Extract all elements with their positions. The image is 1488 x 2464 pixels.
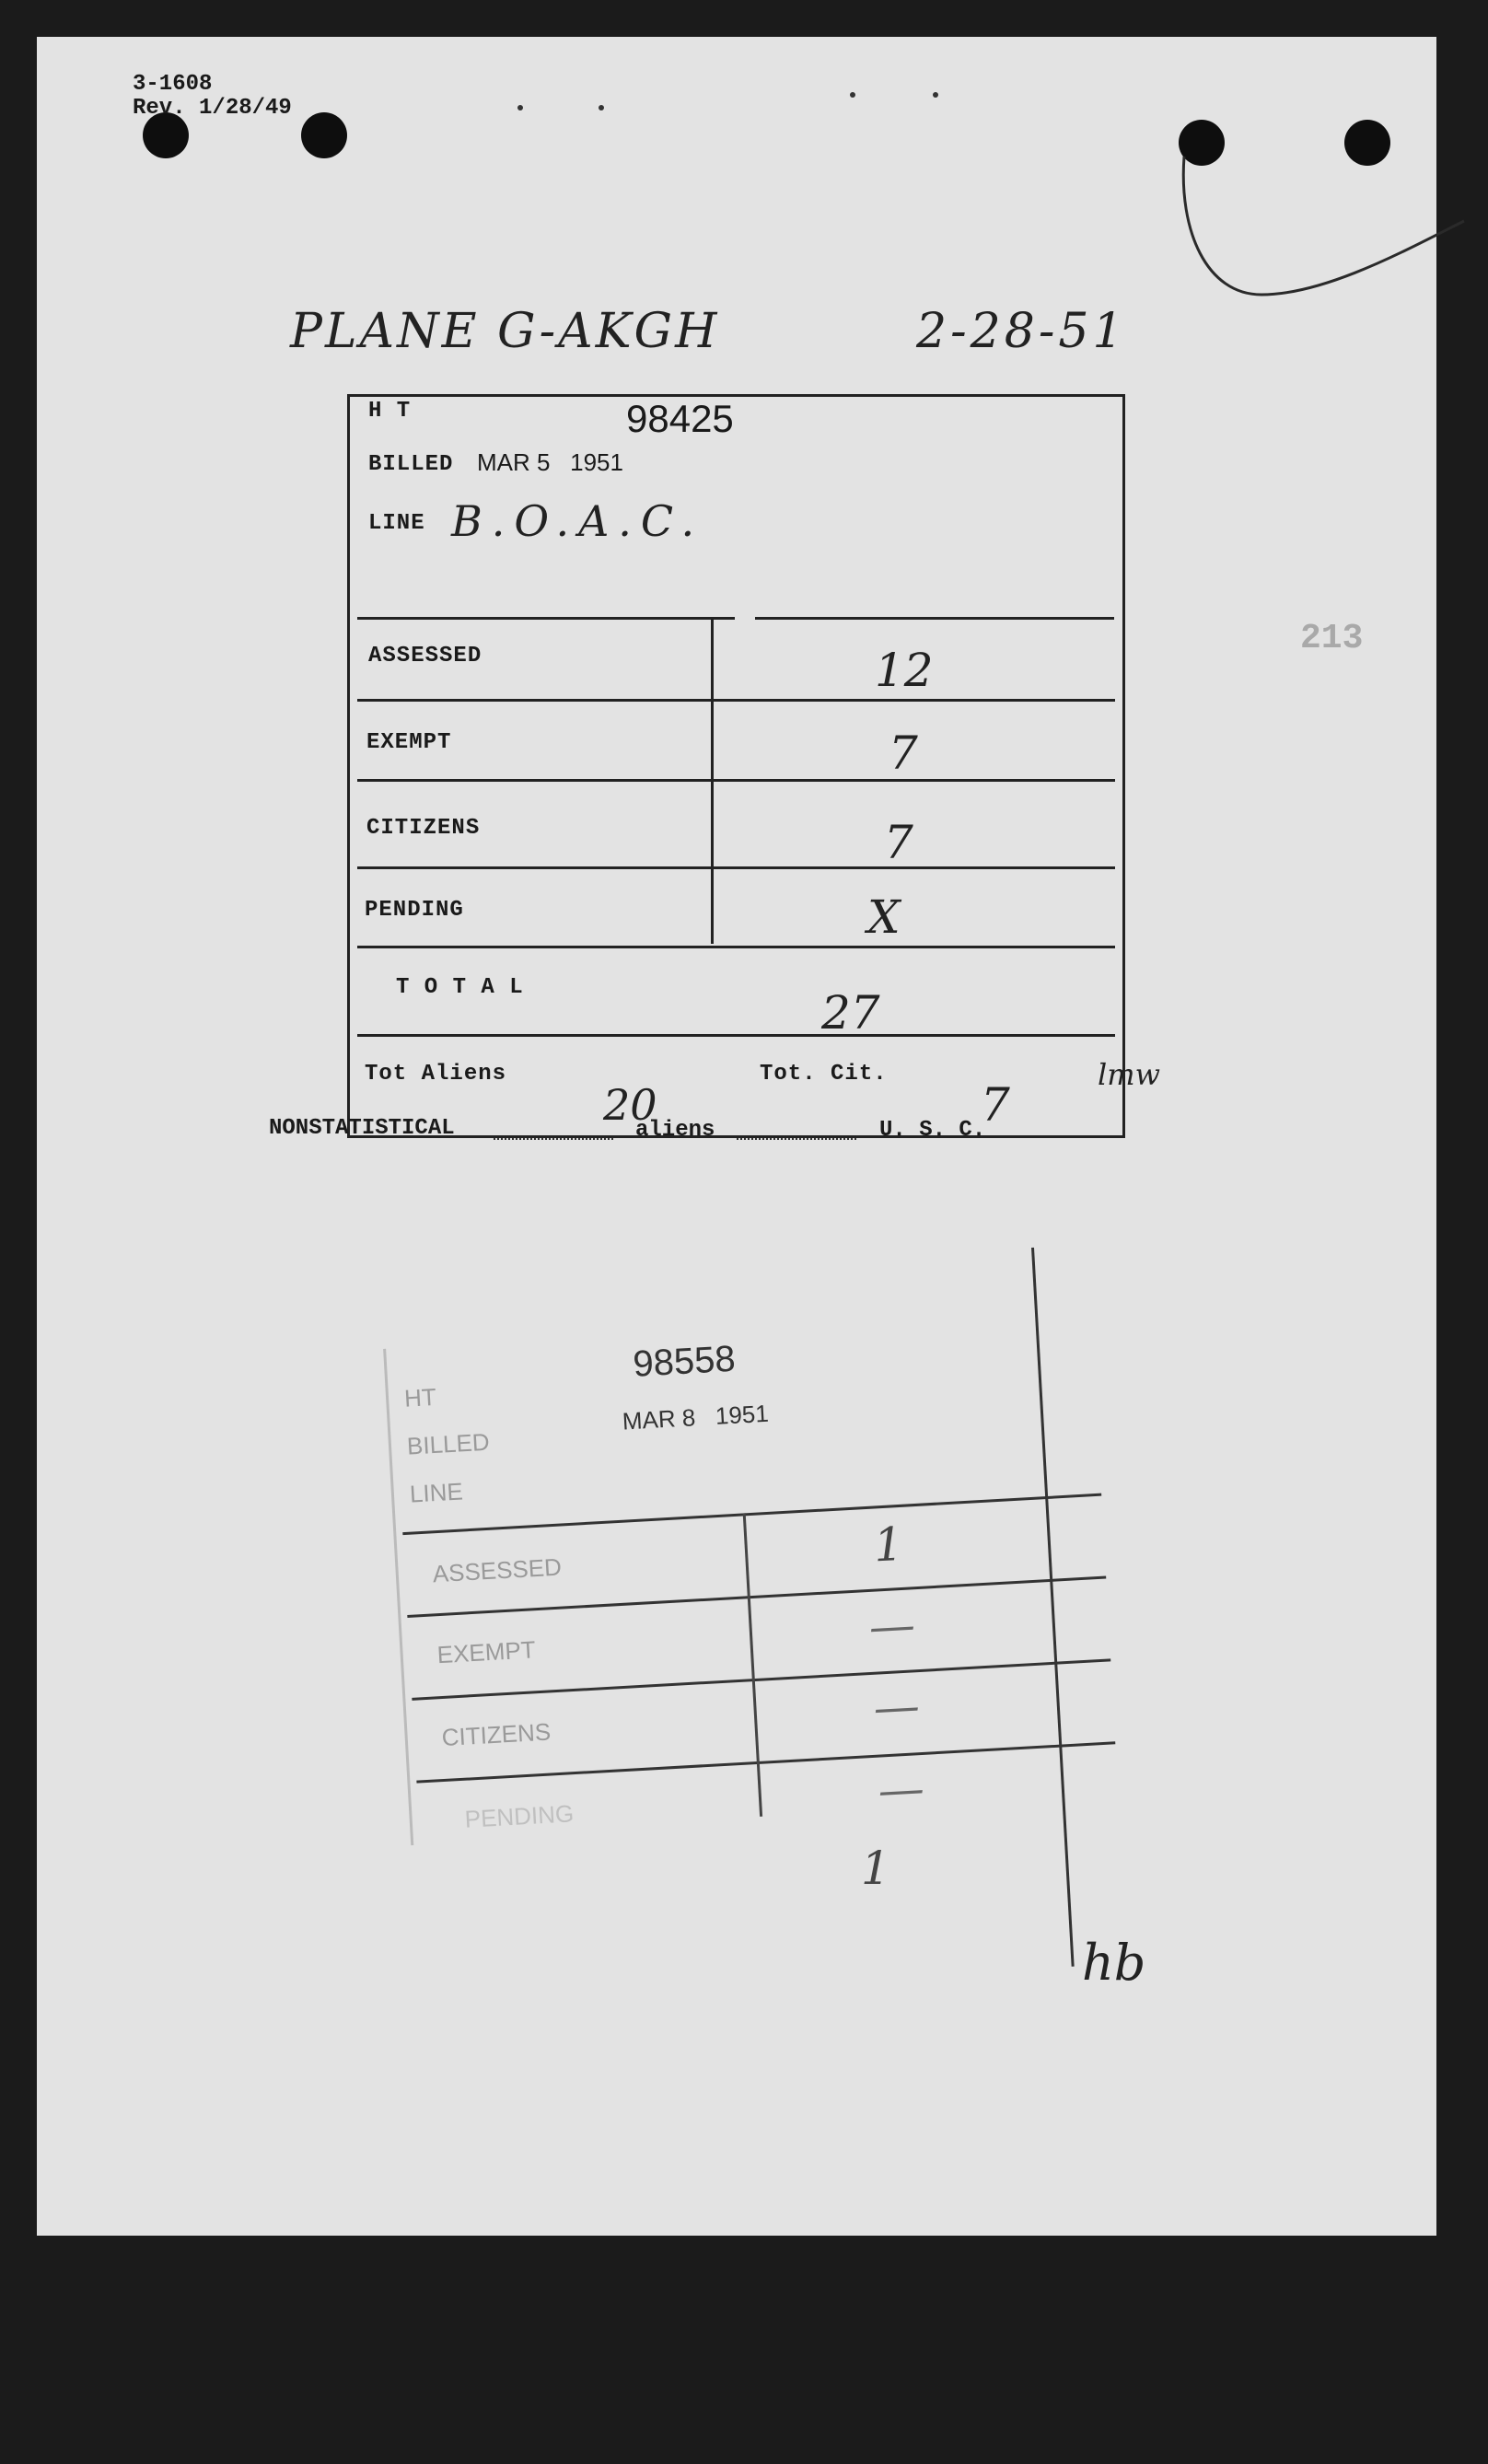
rule <box>357 617 735 620</box>
card2-rule <box>383 1349 413 1845</box>
form-revision: Rev. 1/28/49 <box>133 96 292 121</box>
tot-aliens-label: Tot Aliens <box>365 1062 507 1087</box>
total-label: T O T A L <box>396 975 524 1000</box>
row-value-assessed: 12 <box>875 644 934 697</box>
total-value: 27 <box>821 986 880 1040</box>
row-label-citizens: CITIZENS <box>366 816 481 841</box>
dot-mark <box>933 92 938 98</box>
card2-billed-label: BILLED <box>406 1427 491 1460</box>
card2-ht-label: HT <box>403 1382 437 1412</box>
card2-row-value-exempt: — <box>867 1598 917 1654</box>
card2-row-label-assessed: ASSESSED <box>432 1552 563 1588</box>
pen-stroke <box>1142 120 1473 359</box>
rule <box>755 617 1114 620</box>
rule <box>357 699 1115 702</box>
tot-aliens-value: 20 <box>603 1080 657 1130</box>
card2-row-value-citizens: — <box>872 1679 922 1735</box>
row-value-citizens: 7 <box>884 816 913 869</box>
tot-cit-value: 7 <box>981 1078 1010 1132</box>
dot-mark <box>850 92 855 98</box>
side-number: 213 <box>1300 619 1364 658</box>
row-value-exempt: 7 <box>889 726 918 780</box>
row-label-exempt: EXEMPT <box>366 730 452 755</box>
card2-row-label-exempt: EXEMPT <box>436 1635 537 1669</box>
aliens-label: aliens <box>635 1118 715 1143</box>
blank-line <box>737 1138 856 1140</box>
rule <box>357 946 1115 948</box>
card2-rule <box>402 1494 1101 1535</box>
billed-label: BILLED <box>368 452 454 477</box>
card2-row-value-assessed: 1 <box>872 1517 905 1573</box>
line-value: B.O.A.C. <box>451 496 704 546</box>
ht-label: H T <box>368 399 412 424</box>
plane-id: PLANE G-AKGH <box>290 304 720 359</box>
tax-stamp-card <box>347 394 1125 1138</box>
dot-mark <box>599 105 604 110</box>
row-label-pending: PENDING <box>365 898 464 923</box>
card2-row-label-citizens: CITIZENS <box>440 1717 552 1752</box>
faded-tax-stamp-card <box>382 1289 1146 1850</box>
arrival-date: 2-28-51 <box>916 304 1127 359</box>
document-page <box>37 37 1436 2236</box>
card2-initials: hb <box>1082 1934 1146 1992</box>
form-number: 3-1608 <box>133 72 213 97</box>
usc-label: U. S. C. <box>879 1118 986 1143</box>
dot-mark <box>517 105 523 110</box>
punch-hole-2 <box>301 112 347 158</box>
rule <box>357 779 1115 782</box>
card2-total-value: 1 <box>861 1842 890 1895</box>
card2-billed-date: MAR 8 1951 <box>622 1399 770 1435</box>
ht-number: 98425 <box>626 397 734 440</box>
clerk-initials: lmw <box>1098 1057 1160 1092</box>
tot-cit-label: Tot. Cit. <box>760 1062 888 1087</box>
row-value-pending: X <box>867 890 901 944</box>
card2-row-value-pending: — <box>877 1761 926 1818</box>
row-label-assessed: ASSESSED <box>368 644 482 668</box>
card2-line-label: LINE <box>409 1477 464 1508</box>
card2-ht-number: 98558 <box>632 1338 737 1385</box>
nonstatistical-label: NONSTATISTICAL <box>269 1116 455 1141</box>
card2-row-label-pending: PENDING <box>463 1799 575 1833</box>
billed-date: MAR 5 1951 <box>477 448 623 476</box>
rule <box>357 866 1115 869</box>
rule <box>357 1034 1115 1037</box>
line-label: LINE <box>368 511 425 536</box>
blank-line <box>494 1138 613 1140</box>
card2-rule <box>743 1513 762 1817</box>
